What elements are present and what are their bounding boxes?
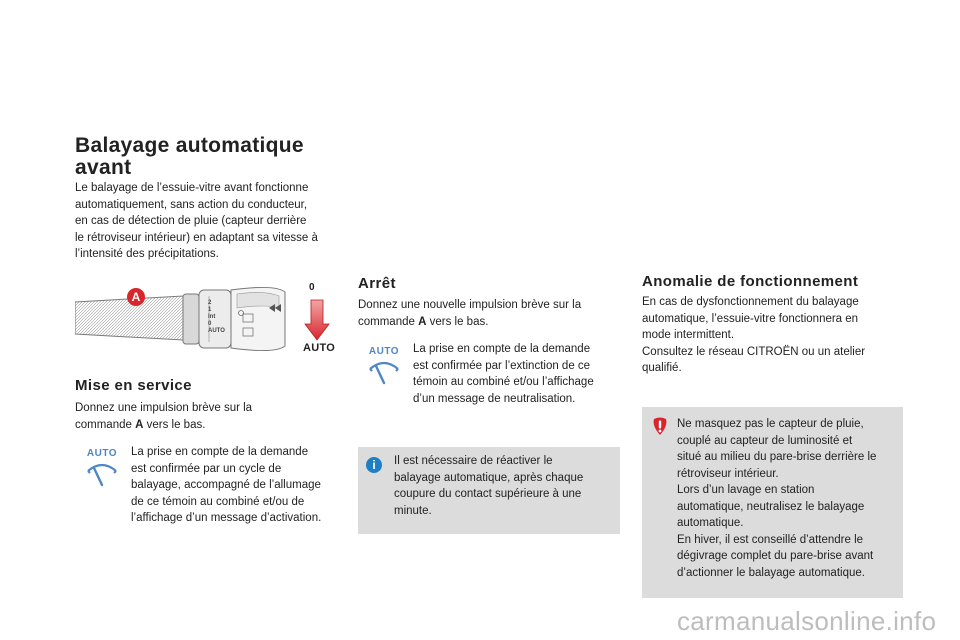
wiper-auto-icon	[364, 346, 404, 388]
stalk-top-mark: 0	[309, 282, 315, 293]
para-text: vers le bas.	[143, 418, 206, 431]
footer-watermark: carmanualsonline.info	[677, 606, 937, 636]
wiper-stalk-illustration	[75, 282, 335, 362]
auto-icon-label: AUTO	[368, 346, 400, 357]
warning-note-box	[642, 407, 903, 598]
section-title-arret: Arrêt	[358, 275, 396, 292]
page-title: Balayage automatique avant	[75, 134, 304, 179]
section-title-anomalie: Anomalie de fonctionnement	[642, 273, 859, 290]
para-text: vers le bas.	[426, 315, 489, 328]
wiper-glyph	[364, 357, 404, 387]
control-ref-a: A	[135, 418, 144, 431]
arret-note: La prise en compte de la demande est confirmée par l’extinction de ce témoin au combiné et/ou l’affichage d’un message de neutralisation.	[413, 343, 594, 405]
mise-en-service-paragraph	[75, 400, 335, 433]
info-note-box	[358, 447, 620, 534]
stalk-mark: Int	[208, 314, 216, 320]
auto-icon-label: AUTO	[86, 448, 118, 459]
stalk-auto-label: AUTO	[303, 342, 336, 354]
intro-paragraph: Le balayage de l’essuie-vitre avant fonctionne automatiquement, sans action du conducteur, en cas de détection de pluie (capteur derrière le rétroviseur intérieur) en adaptant sa vitesse à l’intensité des précipitations.	[75, 182, 318, 260]
stalk-mark: 2	[208, 300, 212, 306]
info-note-text: Il est nécessaire de réactiver le balayage automatique, après chaque coupure du contact supérieure à une minute.	[394, 455, 584, 517]
stalk-marks	[208, 300, 225, 335]
stalk-mark: 1	[208, 307, 212, 313]
section-title-mise-en-service: Mise en service	[75, 377, 192, 394]
para-text: Donnez une impulsion brève sur la commande	[75, 402, 253, 431]
arret-paragraph	[358, 297, 618, 330]
mise-en-service-note: La prise en compte de la demande est confirmée par un cycle de balayage, accompagné de l’allumage de ce témoin au combiné et/ou de l’affichage d’un message d’activation.	[131, 446, 322, 524]
stalk-mark: 0	[208, 321, 212, 327]
control-ref-a: A	[418, 315, 427, 328]
anomalie-paragraph: En cas de dysfonctionnement du balayage automatique, l’essuie-vitre fonctionnera en mode intermittent. Consultez le réseau CITROËN ou un atelier qualifié.	[642, 296, 866, 374]
stalk-mark: AUTO	[208, 328, 225, 334]
info-icon: i	[366, 457, 382, 473]
wiper-glyph	[82, 459, 122, 489]
para-text: Donnez une nouvelle impulsion brève sur la commande	[358, 299, 582, 328]
warning-icon	[650, 416, 670, 436]
wiper-auto-icon	[82, 448, 122, 490]
callout-a-badge: A	[127, 288, 145, 306]
wiper-stalk-figure	[75, 282, 335, 362]
warning-note-text: Ne masquez pas le capteur de pluie, couplé au capteur de luminosité et situé au milieu du pare-brise derrière le rétroviseur intérieur. Lors d’un lavage en station automatique, neutralisez le balayage automatique. En hiver, il est conseillé d’attendre le dégivrage complet du pare-brise avant d’actionner le balayage automatique.	[677, 418, 877, 579]
